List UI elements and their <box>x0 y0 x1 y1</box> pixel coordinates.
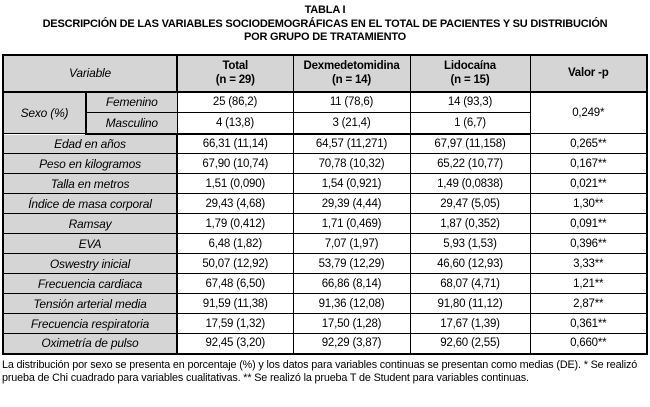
column-header-total-n: (n = 29) <box>215 74 255 86</box>
cell-valor-p: 0,265** <box>530 134 647 154</box>
footnote-distribution: La distribución por sexo se presenta en porcentaje (%) y los datos para variables continuas se presentan como medias (DE). <box>2 358 581 371</box>
table-row-imc <box>3 194 647 214</box>
cell-total: 1,79 (0,412) <box>177 214 293 234</box>
cell-lidocaina: 5,93 (1,53) <box>410 234 530 254</box>
table-title-block <box>0 4 650 45</box>
table-number: TABLA I <box>304 4 346 16</box>
table-title-line1: DESCRIPCIÓN DE LAS VARIABLES SOCIODEMOGRÁFICAS EN EL TOTAL DE PACIENTES Y SU DISTRIBUCIÓN <box>42 17 608 30</box>
cell-lidocaina: 14 (93,3) <box>410 92 530 113</box>
cell-total: 91,59 (11,38) <box>177 294 293 314</box>
row-label: Tensión arterial media <box>3 294 177 314</box>
column-header-lidocaina-name: Lidocaína <box>444 60 496 72</box>
column-header-variable: Variable <box>3 55 177 92</box>
row-label: Ramsay <box>3 214 177 234</box>
cell-total: 92,45 (3,20) <box>177 334 293 354</box>
table-row-sexo-femenino <box>3 92 647 113</box>
column-header-dexmedetomidina-name: Dexmedetomidina <box>303 60 400 72</box>
column-header-lidocaina <box>410 55 530 92</box>
cell-lidocaina: 67,97 (11,158) <box>410 134 530 154</box>
cell-valor-p: 0,396** <box>530 234 647 254</box>
cell-dexmedetomidina: 70,78 (10,32) <box>293 154 410 174</box>
cell-dexmedetomidina: 3 (21,4) <box>293 113 410 134</box>
cell-valor-p-sexo: 0,249* <box>530 92 647 134</box>
table-row-talla <box>3 174 647 194</box>
cell-dexmedetomidina: 1,54 (0,921) <box>293 174 410 194</box>
cell-dexmedetomidina: 64,57 (11,271) <box>293 134 410 154</box>
table-row-frecuencia-cardiaca <box>3 274 647 294</box>
cell-valor-p: 0,361** <box>530 314 647 334</box>
cell-valor-p: 0,660** <box>530 334 647 354</box>
cell-total: 29,43 (4,68) <box>177 194 293 214</box>
footnotes <box>2 359 638 386</box>
cell-total: 17,59 (1,32) <box>177 314 293 334</box>
cell-lidocaina: 1,49 (0,0838) <box>410 174 530 194</box>
cell-lidocaina: 92,60 (2,55) <box>410 334 530 354</box>
table-row-oswestry <box>3 254 647 274</box>
row-label: Peso en kilogramos <box>3 154 177 174</box>
cell-valor-p: 1,21** <box>530 274 647 294</box>
table-row-edad <box>3 134 647 154</box>
column-header-valor-p: Valor -p <box>530 55 647 92</box>
column-header-lidocaina-n: (n = 15) <box>450 74 490 86</box>
row-label: Frecuencia cardiaca <box>3 274 177 294</box>
cell-valor-p: 2,87** <box>530 294 647 314</box>
cell-valor-p: 3,33** <box>530 254 647 274</box>
column-header-total <box>177 55 293 92</box>
cell-dexmedetomidina: 92,29 (3,87) <box>293 334 410 354</box>
cell-dexmedetomidina: 11 (78,6) <box>293 92 410 113</box>
row-label: Talla en metros <box>3 174 177 194</box>
row-label: Índice de masa corporal <box>3 194 177 214</box>
sociodemographic-table <box>2 54 648 355</box>
table-row-peso <box>3 154 647 174</box>
cell-total: 1,51 (0,090) <box>177 174 293 194</box>
cell-total: 50,07 (12,92) <box>177 254 293 274</box>
cell-lidocaina: 46,60 (12,93) <box>410 254 530 274</box>
cell-lidocaina: 17,67 (1,39) <box>410 314 530 334</box>
cell-valor-p: 0,021** <box>530 174 647 194</box>
cell-dexmedetomidina: 53,79 (12,29) <box>293 254 410 274</box>
table-row-frecuencia-respiratoria <box>3 314 647 334</box>
cell-total: 67,48 (6,50) <box>177 274 293 294</box>
column-header-total-name: Total <box>222 60 249 72</box>
cell-total: 4 (13,8) <box>177 113 293 134</box>
column-header-dexmedetomidina <box>293 55 410 92</box>
cell-valor-p: 0,167** <box>530 154 647 174</box>
cell-lidocaina: 1,87 (0,352) <box>410 214 530 234</box>
header-row <box>3 55 647 92</box>
cell-total: 66,31 (11,14) <box>177 134 293 154</box>
cell-dexmedetomidina: 7,07 (1,97) <box>293 234 410 254</box>
cell-dexmedetomidina: 29,39 (4,44) <box>293 194 410 214</box>
row-label: Oswestry inicial <box>3 254 177 274</box>
cell-lidocaina: 68,07 (4,71) <box>410 274 530 294</box>
table-row-eva <box>3 234 647 254</box>
cell-dexmedetomidina: 91,36 (12,08) <box>293 294 410 314</box>
table-row-oximetria <box>3 334 647 354</box>
cell-dexmedetomidina: 1,71 (0,469) <box>293 214 410 234</box>
row-sublabel-masculino: Masculino <box>86 113 177 134</box>
row-label: EVA <box>3 234 177 254</box>
cell-total: 25 (86,2) <box>177 92 293 113</box>
table-title-line2: POR GRUPO DE TRATAMIENTO <box>243 31 407 43</box>
cell-total: 67,90 (10,74) <box>177 154 293 174</box>
footnote-tests: * Se realizó prueba de Chi cuadrado para variables cualitativas. ** Se realizó la prueba T de Student para variables continuas. <box>2 358 638 384</box>
column-header-dexmedetomidina-n: (n = 14) <box>332 74 371 86</box>
row-label: Edad en años <box>3 134 177 154</box>
row-label-sexo: Sexo (%) <box>3 92 86 134</box>
cell-lidocaina: 65,22 (10,77) <box>410 154 530 174</box>
cell-lidocaina: 29,47 (5,05) <box>410 194 530 214</box>
cell-lidocaina: 1 (6,7) <box>410 113 530 134</box>
cell-valor-p: 0,091** <box>530 214 647 234</box>
table-row-tension-arterial <box>3 294 647 314</box>
cell-lidocaina: 91,80 (11,12) <box>410 294 530 314</box>
row-sublabel-femenino: Femenino <box>86 92 177 113</box>
row-label: Oximetría de pulso <box>3 334 177 354</box>
cell-valor-p: 1,30** <box>530 194 647 214</box>
cell-dexmedetomidina: 66,86 (8,14) <box>293 274 410 294</box>
row-label: Frecuencia respiratoria <box>3 314 177 334</box>
cell-total: 6,48 (1,82) <box>177 234 293 254</box>
table-row-ramsay <box>3 214 647 234</box>
cell-dexmedetomidina: 17,50 (1,28) <box>293 314 410 334</box>
